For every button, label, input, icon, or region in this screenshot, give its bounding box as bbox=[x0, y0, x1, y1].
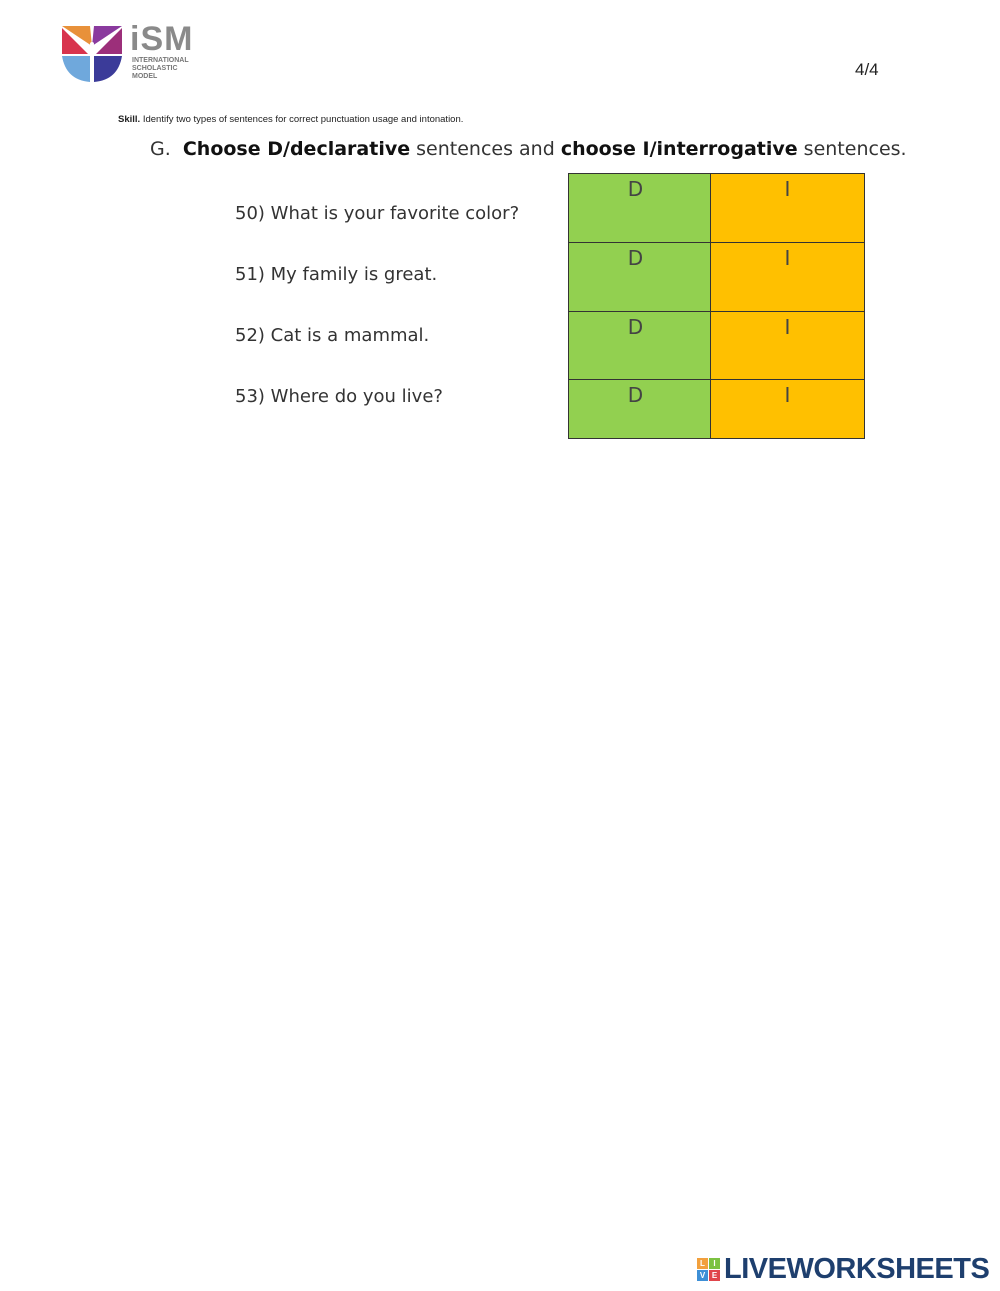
option-i-53[interactable] bbox=[711, 380, 864, 438]
instruction-declarative: Choose D/declarative bbox=[182, 138, 411, 160]
instruction-letter: G. bbox=[150, 138, 171, 160]
question-53: 53) Where do you live? bbox=[235, 386, 443, 407]
question-51: 51) My family is great. bbox=[235, 264, 438, 285]
option-d-50[interactable] bbox=[569, 174, 711, 242]
skill-label: Skill. bbox=[118, 114, 141, 125]
block-l: L bbox=[697, 1258, 708, 1269]
option-d-label: D bbox=[627, 246, 644, 270]
option-i-label: I bbox=[784, 246, 791, 270]
option-d-53[interactable] bbox=[569, 380, 711, 438]
option-i-label: I bbox=[784, 177, 791, 201]
instruction-text-1: sentences and bbox=[410, 138, 561, 160]
answer-row-52 bbox=[569, 311, 864, 379]
block-v: V bbox=[697, 1270, 708, 1281]
option-i-50[interactable] bbox=[711, 174, 864, 242]
option-d-52[interactable] bbox=[569, 312, 711, 379]
liveworksheets-blocks-icon bbox=[697, 1258, 721, 1282]
block-i: I bbox=[709, 1258, 720, 1269]
logo-subtitle: INTERNATIONAL SCHOLASTIC MODEL bbox=[132, 57, 189, 80]
option-d-label: D bbox=[627, 177, 644, 201]
logo-wordmark: iSM bbox=[130, 20, 194, 58]
question-50: 50) What is your favorite color? bbox=[235, 203, 520, 224]
ism-logo bbox=[60, 20, 200, 86]
skill-text: Identify two types of sentences for correct punctuation usage and intonation. bbox=[142, 114, 464, 125]
instruction-interrogative: choose I/interrogative bbox=[560, 138, 798, 160]
answer-grid bbox=[568, 173, 865, 439]
instruction-text-2: sentences. bbox=[797, 138, 907, 160]
instruction bbox=[150, 138, 907, 160]
option-i-51[interactable] bbox=[711, 243, 864, 311]
option-i-label: I bbox=[784, 315, 791, 339]
ism-emblem-icon bbox=[60, 24, 124, 84]
skill-line bbox=[118, 114, 463, 125]
option-i-label: I bbox=[784, 383, 791, 407]
liveworksheets-wordmark: LIVEWORKSHEETS bbox=[724, 1253, 990, 1285]
answer-row-53 bbox=[569, 379, 864, 438]
answer-row-51 bbox=[569, 242, 864, 311]
answer-row-50 bbox=[569, 174, 864, 242]
block-e: E bbox=[709, 1270, 720, 1281]
option-i-52[interactable] bbox=[711, 312, 864, 379]
question-52: 52) Cat is a mammal. bbox=[235, 325, 430, 346]
option-d-label: D bbox=[627, 315, 644, 339]
option-d-51[interactable] bbox=[569, 243, 711, 311]
option-d-label: D bbox=[627, 383, 644, 407]
page-number: 4/4 bbox=[855, 60, 879, 79]
